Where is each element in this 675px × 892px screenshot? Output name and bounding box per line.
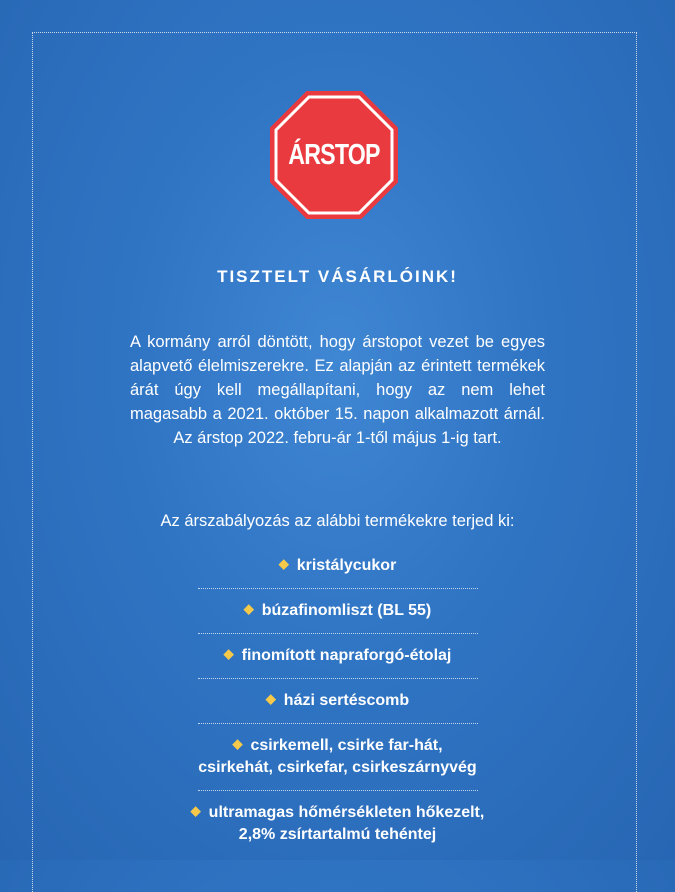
diamond-bullet-icon: ◆ bbox=[232, 736, 243, 751]
diamond-bullet-icon: ◆ bbox=[190, 803, 201, 818]
list-item-label: csirkemell, csirke far-hát, bbox=[250, 737, 443, 754]
list-item-label: finomított napraforgó-étolaj bbox=[241, 647, 452, 664]
list-item-label-line2: 2,8% zsírtartalmú tehéntej bbox=[238, 826, 437, 843]
list-item-label: házi sertéscomb bbox=[283, 692, 410, 709]
diamond-bullet-icon: ◆ bbox=[223, 646, 234, 661]
list-item bbox=[0, 802, 675, 846]
item-divider bbox=[198, 588, 478, 589]
list-item bbox=[0, 555, 675, 577]
logo-text: ÁRSTOP bbox=[288, 139, 380, 171]
list-item-label: ultramagas hőmérsékleten hőkezelt, bbox=[208, 804, 485, 821]
diamond-bullet-icon: ◆ bbox=[243, 601, 254, 616]
list-item-label: búzafinomliszt (BL 55) bbox=[261, 602, 432, 619]
product-list bbox=[0, 555, 675, 846]
diamond-bullet-icon: ◆ bbox=[278, 556, 289, 571]
product-list-intro: Az árszabályozás az alábbi termékekre terjed ki: bbox=[160, 512, 515, 530]
list-item bbox=[0, 645, 675, 667]
item-divider bbox=[198, 790, 478, 791]
page-heading: TISZTELT VÁSÁRLÓINK! bbox=[217, 267, 458, 286]
list-item bbox=[0, 735, 675, 779]
item-divider bbox=[198, 633, 478, 634]
list-item bbox=[0, 690, 675, 712]
item-divider bbox=[198, 678, 478, 679]
list-item bbox=[0, 600, 675, 622]
item-divider bbox=[198, 723, 478, 724]
intro-paragraph: A kormány arról döntött, hogy árstopot vezet be egyes alapvető élelmiszerekre. Ez alapján az érintett termékek árát úgy kell megállapítani, hogy az nem lehet magasabb a 2021. október 15. napon alkalmazott árnál. Az árstop 2022. febru-ár 1-től május 1-ig tart. bbox=[130, 333, 545, 447]
diamond-bullet-icon: ◆ bbox=[265, 691, 276, 706]
list-item-label: kristálycukor bbox=[296, 557, 397, 574]
list-item-label-line2: csirkehát, csirkefar, csirkeszárnyvég bbox=[198, 759, 477, 776]
